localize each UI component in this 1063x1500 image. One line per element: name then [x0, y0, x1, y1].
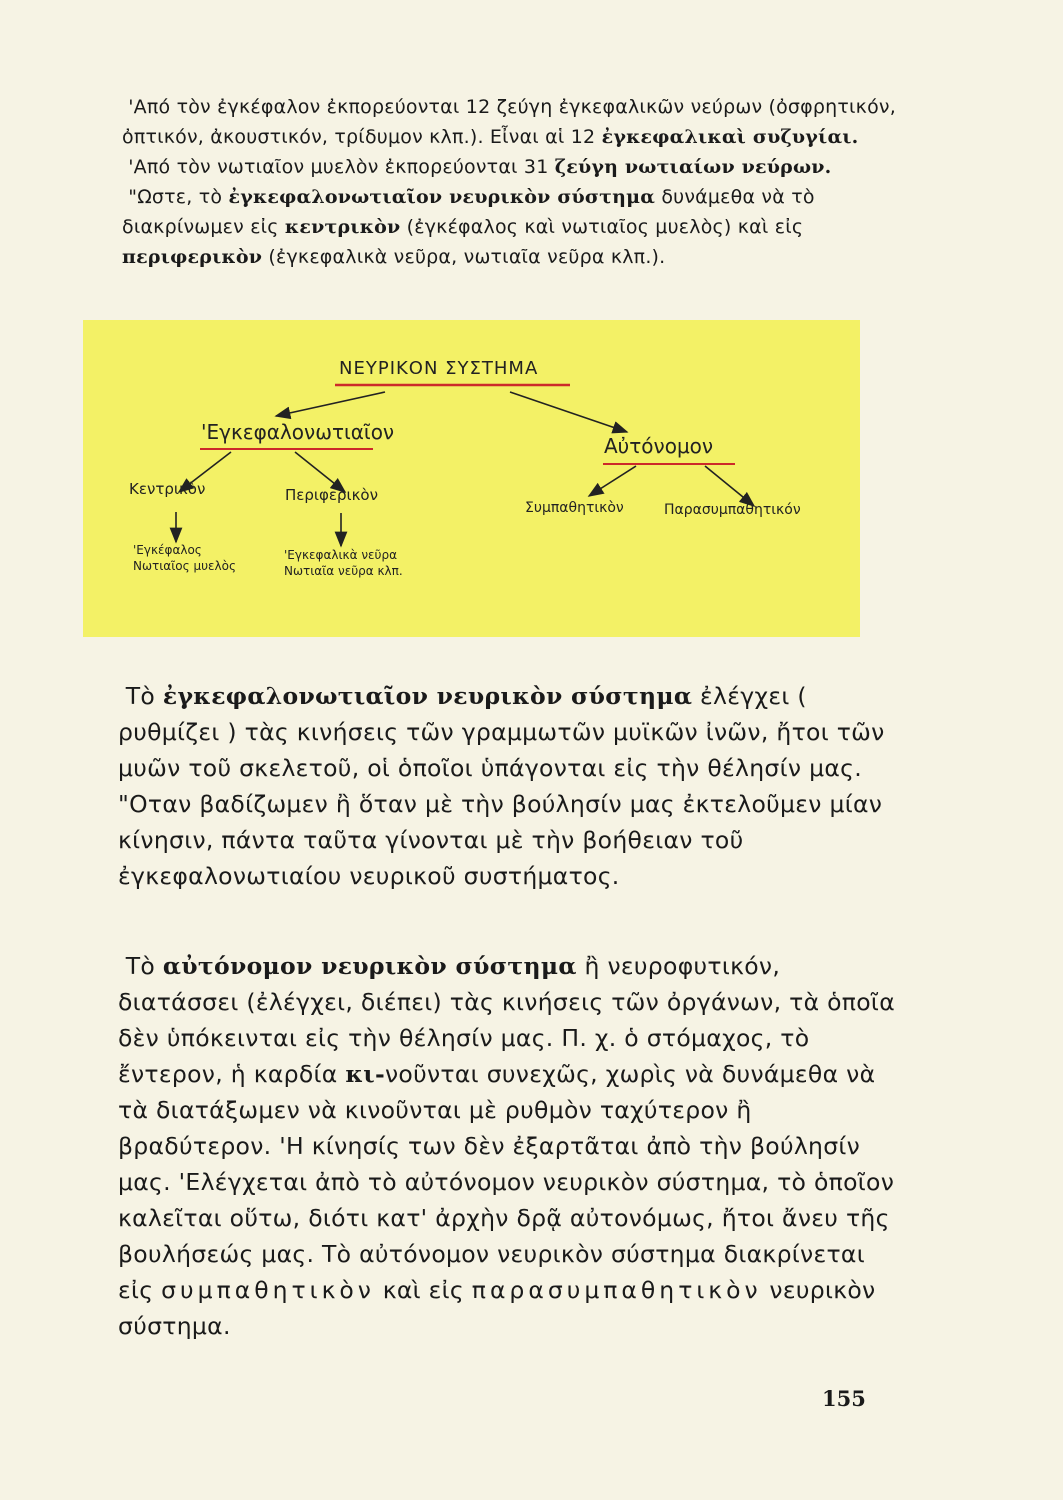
section1-bold: ἐγκεφαλονωτιαῖον νευρικὸν σύστημα — [162, 682, 693, 710]
intro-text — [122, 92, 902, 272]
intro-text-3e: (ἐγκεφαλικὰ νεῦρα, νωτιαῖα νεῦρα κλπ.). — [262, 246, 666, 268]
intro-bold-3a: ἐγκεφαλονωτιαῖον νευρικὸν σύστημα — [228, 186, 656, 208]
diagram-central-items — [133, 542, 236, 574]
intro-text-2: 'Από τὸν νωτιαῖον μυελὸν ἐκπορεύονται 31 — [128, 156, 555, 178]
intro-paragraph-2 — [122, 152, 902, 182]
section-cerebrospinal-paragraph — [118, 678, 898, 894]
diagram-peripheral-items — [284, 547, 403, 579]
section-autonomic — [118, 948, 898, 1344]
diagram-central-item: Νωτιαῖος μυελὸς — [133, 559, 237, 573]
section1-text-b: ἐλέγχει ( ρυθμίζει ) τὰς κινήσεις τῶν γραμμωτῶν μυϊκῶν ἰνῶν, ἤτοι τῶν μυῶν τοῦ σκελετοῦ, οἱ ὁποῖοι ὑπάγονται εἰς τὴν θέλησίν μας. "Οταν βαδίζωμεν ἢ ὅταν μὲ τὴν βούλησίν μας ἐκτελοῦμεν μίαν κίνησιν, πάντα ταῦτα γίνονται μὲ τὴν βοήθειαν τοῦ ἐγκεφαλονωτιαίου νευρικοῦ συστήματος. — [118, 682, 885, 890]
diagram-left-branch: 'Εγκεφαλονωτιαῖον — [201, 420, 395, 444]
section2-spaced-1: συμπαθητικὸν — [161, 1276, 375, 1304]
diagram-sympathetic: Συμπαθητικὸν — [525, 500, 624, 516]
section2-bold-2: κι- — [345, 1060, 385, 1088]
section2-text-a: Τὸ — [125, 952, 163, 980]
intro-bold-1: ἐγκεφαλικαὶ συζυγίαι. — [601, 126, 859, 148]
diagram-peripheral: Περιφερικὸν — [285, 486, 378, 504]
intro-paragraph-1 — [122, 92, 902, 152]
diagram-central-item: 'Εγκέφαλος — [133, 543, 202, 557]
intro-bold-3b: κεντρικὸν — [284, 216, 401, 238]
section2-text-d: καὶ εἰς — [374, 1276, 472, 1304]
section2-text-c: νοῦνται συνεχῶς, χωρὶς νὰ δυνάμεθα νὰ τὰ διατάξωμεν νὰ κινοῦνται μὲ ρυθμὸν ταχύτερον ἢ βραδύτερον. 'Η κίνησίς των δὲν ἐξαρτᾶται ἀπὸ τὴν βούλησίν μας. 'Ελέγχεται ἀπὸ τὸ αὐτόνομον νευρικὸν σύστημα, τὸ ὁποῖον καλεῖται οὕτω, διότι κατ' ἀρχὴν δρᾷ αὐτονόμως, ἤτοι ἄνευ τῆς βουλήσεώς μας. Τὸ αὐτόνομον νευρικὸν σύστημα διακρίνεται εἰς — [118, 1060, 895, 1304]
section2-text-e: νευρικὸν σύστημα. — [118, 1276, 876, 1340]
diagram-parasympathetic: Παρασυμπαθητικόν — [664, 502, 801, 518]
arrow-to-sympathetic — [589, 466, 636, 496]
nervous-system-diagram — [83, 320, 860, 637]
intro-text-3a: "Ωστε, τὸ — [128, 186, 229, 208]
section1-text-a: Τὸ — [125, 682, 163, 710]
arrow-title-to-right — [510, 392, 627, 432]
intro-text-3c: δυνάμεθα νὰ τὸ διακρίνωμεν εἰς — [122, 186, 815, 238]
arrow-title-to-left — [276, 392, 385, 416]
page-number: 155 — [822, 1386, 866, 1411]
diagram-right-branch: Αὐτόνομον — [604, 434, 714, 458]
diagram-peripheral-item: 'Εγκεφαλικὰ νεῦρα — [284, 548, 397, 562]
intro-paragraph-3 — [122, 182, 902, 272]
section2-spaced-2: παρασυμπαθητικὸν — [471, 1276, 762, 1304]
arrow-to-parasympathetic — [705, 466, 754, 506]
section-autonomic-paragraph — [118, 948, 898, 1344]
diagram-central: Κεντρικὸν — [129, 480, 206, 498]
diagram-peripheral-item: Νωτιαῖα νεῦρα κλπ. — [284, 564, 403, 578]
section-cerebrospinal — [118, 678, 898, 894]
section2-text-b: ἢ νευροφυτικόν, διατάσσει (ἐλέγχει, διέπει) τὰς κινήσεις τῶν ὀργάνων, τὰ ὁποῖα δὲν ὑπόκεινται εἰς τὴν θέλησίν μας. Π. χ. ὁ στόμαχος, τὸ ἔντερον, ἡ καρδία — [118, 952, 895, 1088]
intro-bold-3c: περιφερικὸν — [122, 246, 263, 268]
intro-text-1: 'Από τὸν ἐγκέφαλον ἐκπορεύονται 12 ζεύγη ἐγκεφαλικῶν νεύρων (ὀσφρητικόν, ὀπτικόν, ἀκουστικόν, τρίδυμον κλπ.). Εἶναι αἱ 12 — [122, 96, 896, 148]
diagram-title: ΝΕΥΡΙΚΟΝ ΣΥΣΤΗΜΑ — [339, 358, 539, 379]
intro-text-3d: (ἐγκέφαλος καὶ νωτιαῖος μυελὸς) καὶ εἰς — [400, 216, 804, 238]
section2-bold-1: αὐτόνομον νευρικὸν σύστημα — [162, 952, 577, 980]
intro-bold-2: ζεύγη νωτιαίων νεύρων. — [554, 156, 832, 178]
